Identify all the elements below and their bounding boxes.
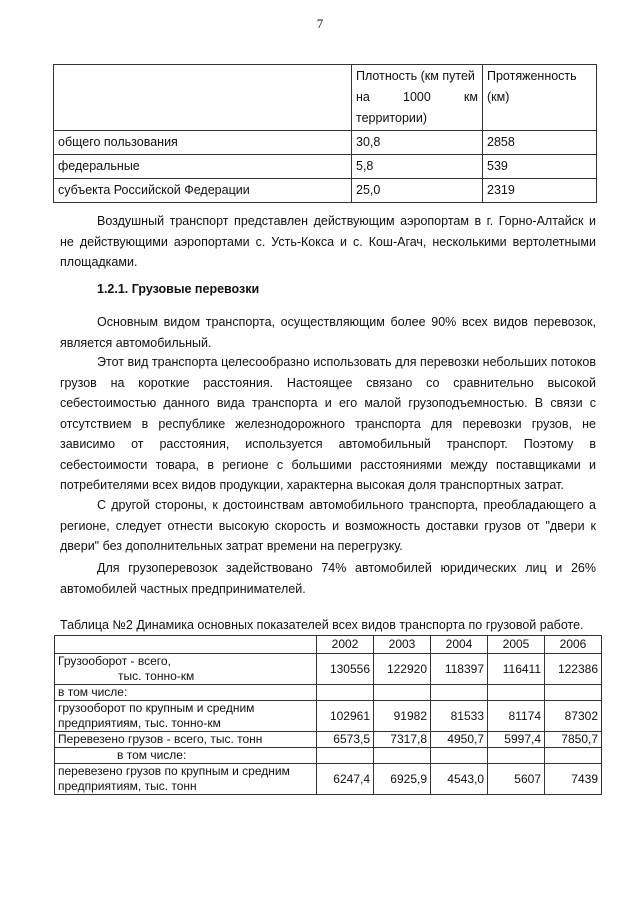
- table-row: [54, 131, 597, 155]
- empty-cell: [488, 685, 545, 701]
- table2-caption: Таблица №2 Динамика основных показателей всех видов транспорта по грузовой работе.: [60, 618, 584, 632]
- section-heading: 1.2.1. Грузовые перевозки: [97, 282, 260, 296]
- value-cell: 122920: [374, 654, 431, 685]
- paragraph-road-transport: Этот вид транспорта целесообразно использовать для перевозки небольших потоков грузов на короткие расстояния. Настоящее связано со сравнительно высокой себестоимостью данного вида транспорта и его малой грузоподъемностью. В связи с отсутствием в республике железнодорожного транспорта для перевозки грузов, не зависимо от расстояния, используется автомобильный транспорт. Поэтому в себестоимости товара, в регионе с большими расстояниями между поставщиками и потребителями всех видов продукции, характерна высокая доля транспортных затрат.: [60, 355, 596, 492]
- railway-density-table: [53, 64, 597, 203]
- empty-cell: [317, 748, 374, 764]
- density-value: 25,0: [352, 179, 483, 203]
- row-label: в том числе:: [55, 685, 317, 701]
- value-cell: 91982: [374, 701, 431, 732]
- row-label: в том числе:: [55, 748, 317, 764]
- row-label: общего пользования: [54, 131, 352, 155]
- year-cell: 2003: [374, 636, 431, 654]
- header-cell-empty: [55, 636, 317, 654]
- table-row: [55, 748, 602, 764]
- value-cell: 81174: [488, 701, 545, 732]
- value-cell: 6573,5: [317, 732, 374, 748]
- header-cell-empty: [54, 65, 352, 131]
- value-cell: 4950,7: [431, 732, 488, 748]
- value-cell: 5607: [488, 764, 545, 795]
- paragraph-air-transport: Воздушный транспорт представлен действующим аэропортам в г. Горно-Алтайск и не действующими аэропортами с. Усть-Кокса и с. Кош-Агач, несколькими вертолетными площадками.: [60, 214, 596, 269]
- year-cell: 2004: [431, 636, 488, 654]
- value-cell: 81533: [431, 701, 488, 732]
- row-label: перевезено грузов по крупным и средним предприятиям, тыс. тонн: [55, 764, 317, 795]
- value-cell: 7439: [545, 764, 602, 795]
- table-row: [55, 685, 602, 701]
- header-cell-length: Протяженность (км): [483, 65, 597, 131]
- empty-cell: [431, 685, 488, 701]
- value-cell: 130556: [317, 654, 374, 685]
- length-value: 539: [483, 155, 597, 179]
- empty-cell: [317, 685, 374, 701]
- table-row: [55, 732, 602, 748]
- empty-cell: [374, 685, 431, 701]
- empty-cell: [488, 748, 545, 764]
- row-label: Перевезено грузов - всего, тыс. тонн: [55, 732, 317, 748]
- year-cell: 2006: [545, 636, 602, 654]
- empty-cell: [431, 748, 488, 764]
- length-value: 2319: [483, 179, 597, 203]
- value-cell: 7850,7: [545, 732, 602, 748]
- paragraph-main-transport: Основным видом транспорта, осуществляющим более 90% всех видов перевозок, является автомобильный.: [60, 315, 596, 350]
- paragraph-vehicles: Для грузоперевозок задействовано 74% автомобилей юридических лиц и 26% автомобилей частных предпринимателей.: [60, 561, 596, 596]
- table-row: [55, 701, 602, 732]
- table-row: [55, 654, 602, 685]
- empty-cell: [545, 748, 602, 764]
- value-cell: 87302: [545, 701, 602, 732]
- empty-cell: [545, 685, 602, 701]
- page-number: 7: [316, 16, 324, 31]
- row-label: Грузооборот - всего, тыс. тонно-км: [55, 654, 317, 685]
- table-header-row: [54, 65, 597, 131]
- year-header-row: [55, 636, 602, 654]
- length-value: 2858: [483, 131, 597, 155]
- table-row: [54, 155, 597, 179]
- empty-cell: [374, 748, 431, 764]
- value-cell: 5997,4: [488, 732, 545, 748]
- value-cell: 6247,4: [317, 764, 374, 795]
- table-row: [54, 179, 597, 203]
- value-cell: 116411: [488, 654, 545, 685]
- density-value: 30,8: [352, 131, 483, 155]
- freight-dynamics-table: [54, 635, 602, 795]
- header-cell-density: Плотность (км путей на 1000 км территории): [352, 65, 483, 131]
- value-cell: 122386: [545, 654, 602, 685]
- value-cell: 6925,9: [374, 764, 431, 795]
- year-cell: 2002: [317, 636, 374, 654]
- paragraph-advantages: С другой стороны, к достоинствам автомобильного транспорта, преобладающего а регионе, следует отнести высокую скорость и возможность доставки грузов от "двери к двери" без дополнительных затрат времени на перегрузку.: [60, 498, 596, 553]
- row-label: федеральные: [54, 155, 352, 179]
- row-label: субъекта Российской Федерации: [54, 179, 352, 203]
- row-label: грузооборот по крупным и средним предприятиям, тыс. тонно-км: [55, 701, 317, 732]
- density-value: 5,8: [352, 155, 483, 179]
- value-cell: 118397: [431, 654, 488, 685]
- value-cell: 102961: [317, 701, 374, 732]
- year-cell: 2005: [488, 636, 545, 654]
- value-cell: 7317,8: [374, 732, 431, 748]
- value-cell: 4543,0: [431, 764, 488, 795]
- table-row: [55, 764, 602, 795]
